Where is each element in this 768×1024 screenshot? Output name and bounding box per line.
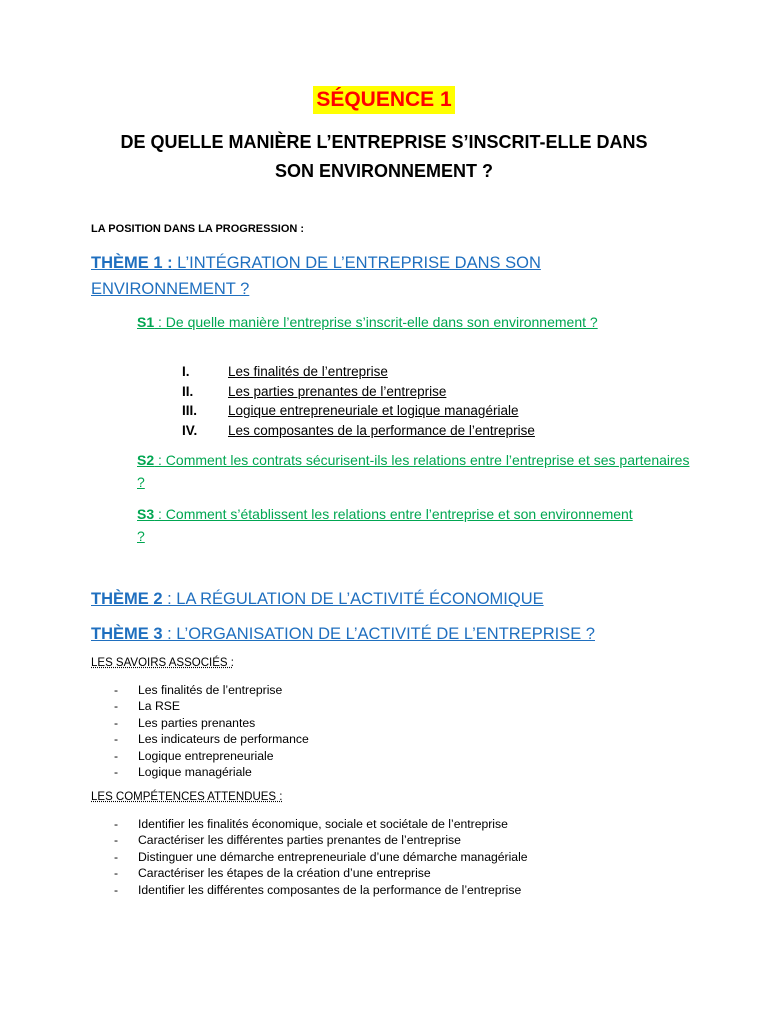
s3-label: S3 <box>137 506 155 522</box>
list-item: - Logique entrepreneuriale <box>114 748 309 764</box>
competences-list <box>114 816 528 898</box>
s1-label: S1 <box>137 314 155 330</box>
list-item: - Distinguer une démarche entrepreneuriale d’une démarche managériale <box>114 849 528 865</box>
s3-link[interactable] <box>137 503 637 547</box>
theme-1-link[interactable] <box>91 250 591 302</box>
list-item: - Identifier les finalités économique, sociale et sociétale de l’entreprise <box>114 816 528 832</box>
list-item: - Logique managériale <box>114 764 309 780</box>
theme-3-link[interactable] <box>91 621 595 647</box>
chapter-title: Les parties prenantes de l’entreprise <box>228 383 447 399</box>
savoirs-list <box>114 682 309 780</box>
theme-2-title: : LA RÉGULATION DE L’ACTIVITÉ ÉCONOMIQUE <box>162 590 544 608</box>
position-label: LA POSITION DANS LA PROGRESSION : <box>91 223 305 235</box>
theme-3-title: : L’ORGANISATION DE L’ACTIVITÉ DE L’ENTREPRISE ? <box>162 625 595 643</box>
list-item: - Les finalités de l’entreprise <box>114 682 309 698</box>
s3-text: : Comment s’établissent les relations entre l’entreprise et son environnement ? <box>137 506 633 544</box>
list-item: - Identifier les différentes composantes de la performance de l’entreprise <box>114 882 528 898</box>
main-question-line-1: DE QUELLE MANIÈRE L’ENTREPRISE S’INSCRIT-ELLE DANS <box>120 132 648 152</box>
theme-1-title: L’INTÉGRATION DE L’ENTREPRISE DANS SON ENVIRONNEMENT ? <box>91 254 541 298</box>
chapter-title: Les finalités de l’entreprise <box>228 364 388 379</box>
list-item: - Caractériser les différentes parties prenantes de l’entreprise <box>114 832 528 848</box>
s2-link[interactable] <box>137 449 697 493</box>
theme-2-link[interactable] <box>91 586 544 612</box>
competences-heading: LES COMPÉTENCES ATTENDUES : <box>91 791 283 803</box>
theme-2-label: THÈME 2 <box>91 590 163 608</box>
chapter-number: II. <box>182 383 194 399</box>
theme-1-label: THÈME 1 : <box>91 254 173 272</box>
chapter-number: III. <box>182 403 198 418</box>
savoirs-heading: LES SAVOIRS ASSOCIÉS : <box>91 657 234 669</box>
list-item: - Les parties prenantes <box>114 715 309 731</box>
main-question-line-2: SON ENVIRONNEMENT ? <box>274 161 493 181</box>
chapter-item[interactable] <box>182 382 535 402</box>
s2-label: S2 <box>137 452 155 468</box>
chapter-number: IV. <box>182 422 198 438</box>
theme-3-label: THÈME 3 <box>91 625 163 643</box>
sequence-title: SÉQUENCE 1 <box>313 86 454 114</box>
chapter-item[interactable] <box>182 401 535 421</box>
main-question <box>100 128 668 186</box>
s2-text: : Comment les contrats sécurisent-ils les relations entre l’entreprise et ses partenaires ? <box>137 452 690 490</box>
s1-link[interactable] <box>91 311 611 333</box>
chapter-title: Logique entrepreneuriale et logique managériale <box>228 403 519 418</box>
chapter-list <box>182 362 535 440</box>
list-item: - La RSE <box>114 698 309 714</box>
sequence-title-wrap <box>0 86 768 114</box>
chapter-item[interactable] <box>182 421 535 441</box>
chapter-number: I. <box>182 364 190 379</box>
chapter-item[interactable] <box>182 362 535 382</box>
list-item: - Caractériser les étapes de la création d’une entreprise <box>114 865 528 881</box>
list-item: - Les indicateurs de performance <box>114 731 309 747</box>
s1-text: : De quelle manière l’entreprise s’inscrit-elle dans son environnement ? <box>154 314 598 330</box>
chapter-title: Les composantes de la performance de l’entreprise <box>228 422 535 438</box>
